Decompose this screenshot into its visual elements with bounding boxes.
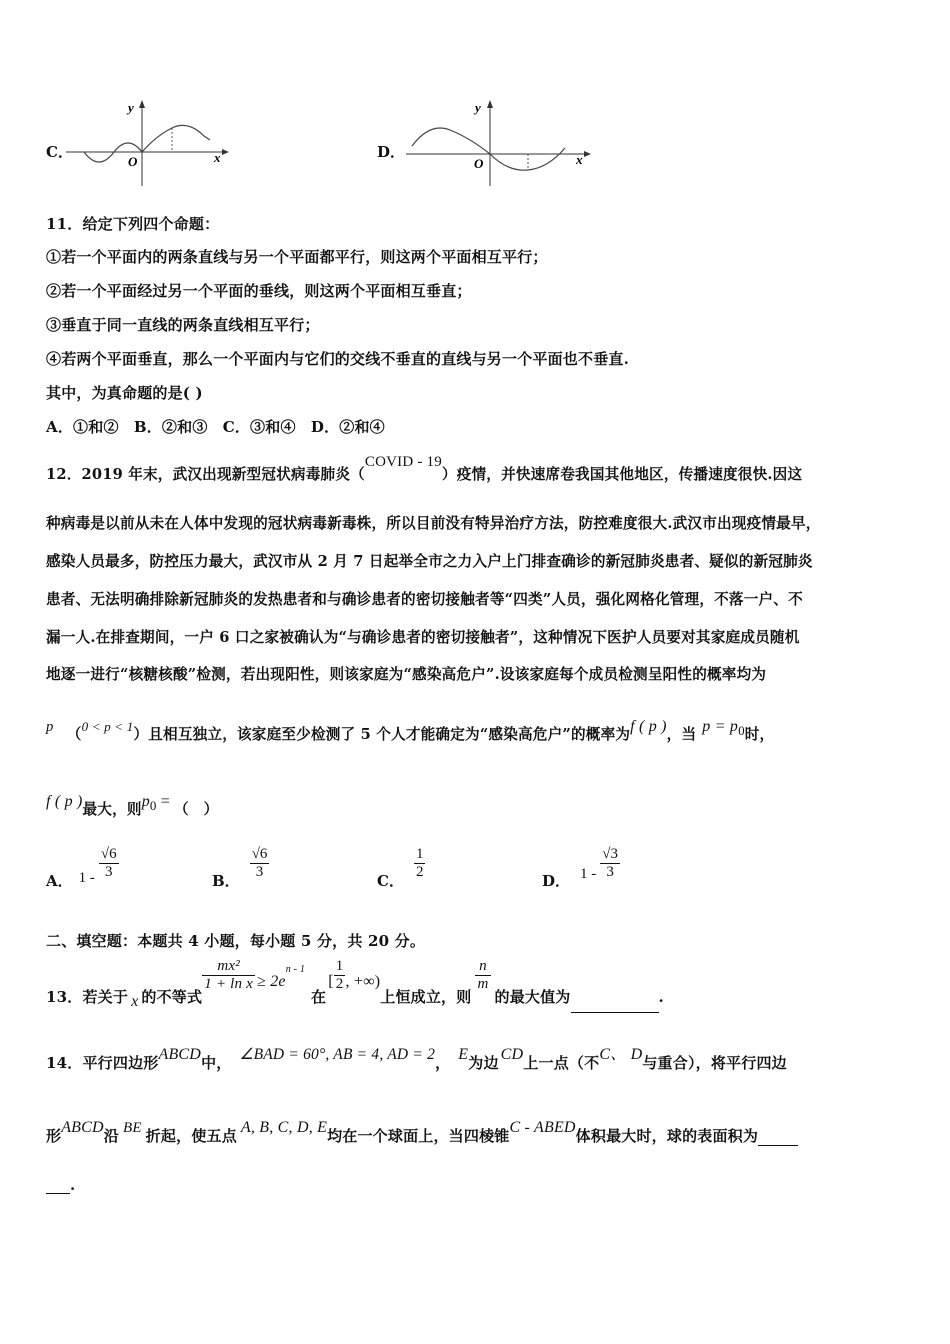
q11-proposition-3: ③垂直于同一直线的两条直线相互平行； bbox=[46, 316, 320, 334]
q12-line-3: 感染人员最多，防控压力最大，武汉市从 2 月 7 日起举全市之力入户上门排查确诊的新冠肺炎患者、疑似的新冠肺炎 bbox=[46, 553, 813, 570]
q13-inequality-fraction: $\frac{\text{mx²}}{\text{1 + ln x}}$ bbox=[204, 958, 254, 992]
q12-option-a-fraction: $\frac{√6}{3}$ bbox=[100, 846, 117, 880]
option-c-x-arrow bbox=[222, 149, 229, 155]
q12-line-8: f ( p )最大，则$p_0$ = （ ） bbox=[46, 793, 219, 818]
q12-option-c: C． $\frac{1}{2}$ bbox=[377, 846, 424, 890]
q11-options: A．①和② B．②和③ C．③和④ D．②和④ bbox=[46, 418, 385, 436]
q12-line-1: 12．2019 年末，武汉出现新型冠状病毒肺炎（COVID - 19）疫情，并快速席卷我国其他地区，传播速度很快.因这 bbox=[46, 454, 803, 483]
option-d-origin: O bbox=[474, 156, 484, 171]
q12-line-7: p （0 < p < 1）且相互独立，该家庭至少检测了 5 个人才能确定为“感染高危户”的概率为f ( p )，当 $p = p_0$时， bbox=[46, 718, 775, 743]
q14-answer-blank-part-2[interactable] bbox=[46, 1177, 70, 1194]
q12-option-d: D． 1 - $\frac{√3}{3}$ bbox=[542, 846, 618, 890]
q11-proposition-1: ①若一个平面内的两条直线与另一个平面都平行，则这两个平面相互平行； bbox=[46, 248, 548, 266]
option-c-y-arrow bbox=[139, 100, 145, 108]
option-c-graph bbox=[62, 96, 232, 188]
option-c-x-label: x bbox=[214, 150, 221, 165]
option-d-x-arrow bbox=[584, 151, 591, 157]
q14-line-3: . bbox=[46, 1176, 75, 1194]
option-c-curve bbox=[84, 125, 210, 162]
q12-option-b: B． $\frac{√6}{3}$ bbox=[212, 846, 268, 890]
option-c-origin: O bbox=[128, 154, 138, 169]
q14-line-2: 形ABCD沿 BE 折起，使五点 A, B, C, D, E均在一个球面上，当四棱锥C - ABED体积最大时，球的表面积为 bbox=[46, 1125, 798, 1146]
q11-stem: 11．给定下列四个命题： bbox=[46, 215, 220, 233]
option-d-x-label: x bbox=[576, 152, 583, 167]
option-c-y-label: y bbox=[128, 100, 134, 115]
q12-option-c-fraction: $\frac{1}{2}$ bbox=[415, 846, 424, 880]
option-d-y-arrow bbox=[487, 100, 493, 108]
q12-option-d-fraction: $\frac{√3}{3}$ bbox=[602, 846, 618, 880]
q11-question: 其中，为真命题的是( ) bbox=[46, 384, 203, 402]
section-2-header: 二、填空题：本题共 4 小题，每小题 5 分，共 20 分。 bbox=[46, 932, 426, 950]
q12-line-2: 种病毒是以前从未在人体中发现的冠状病毒新毒株，所以目前没有特异治疗方法，防控难度很大.武汉市出现疫情最早， bbox=[46, 515, 821, 532]
q11-proposition-4: ④若两个平面垂直，那么一个平面内与它们的交线不垂直的直线与另一个平面也不垂直. bbox=[46, 350, 630, 368]
q12-option-b-fraction: $\frac{√6}{3}$ bbox=[251, 846, 268, 880]
q12-line-6: 地逐一进行“核糖核酸”检测，若出现阳性，则该家庭为“感染高危户”.设该家庭每个成员检测呈阳性的概率均为 bbox=[46, 666, 767, 683]
option-d-curve bbox=[412, 128, 565, 170]
q13-line: 13．若关于 x 的不等式 $\frac{\text{mx²}}{\text{1 + ln x}}$ ≥ $2e^{n - 1}$在[ $\frac{1}{2}$ , +∞)上恒成立，则 $\frac{n}{m}$ 的最大值为 . bbox=[46, 958, 664, 993]
option-c-label: C． bbox=[46, 143, 73, 161]
q13-interval-fraction: $\frac{1}{2}$ bbox=[335, 958, 344, 992]
q14-answer-blank-part-1[interactable] bbox=[758, 1129, 798, 1146]
option-d-graph bbox=[400, 96, 595, 188]
q12-line-4: 患者、无法明确排除新冠肺炎的发热患者和与确诊患者的密切接触者等“四类”人员，强化网格化管理，不落一户、不 bbox=[46, 591, 803, 608]
covid-label: COVID - 19 bbox=[364, 454, 442, 470]
q12-line-5: 漏一人.在排查期间，一户 6 口之家被确认为“与确诊患者的密切接触者”，这种情况下医护人员要对其家庭成员随机 bbox=[46, 629, 800, 646]
q13-answer-blank[interactable] bbox=[571, 994, 659, 1013]
option-d-y-label: y bbox=[475, 100, 481, 115]
q14-line-1: 14．平行四边形ABCD中， ∠BAD = 60°, AB = 4, AD = 2， E为边 CD上一点（不C、 D与重合），将平行四边 bbox=[46, 1046, 787, 1072]
q13-n-over-m: $\frac{n}{m}$ bbox=[477, 958, 489, 992]
q12-option-a: A． 1 - $\frac{√6}{3}$ bbox=[46, 846, 117, 890]
q11-proposition-2: ②若一个平面经过另一个平面的垂线，则这两个平面相互垂直； bbox=[46, 282, 472, 300]
option-d-label: D． bbox=[377, 143, 406, 161]
